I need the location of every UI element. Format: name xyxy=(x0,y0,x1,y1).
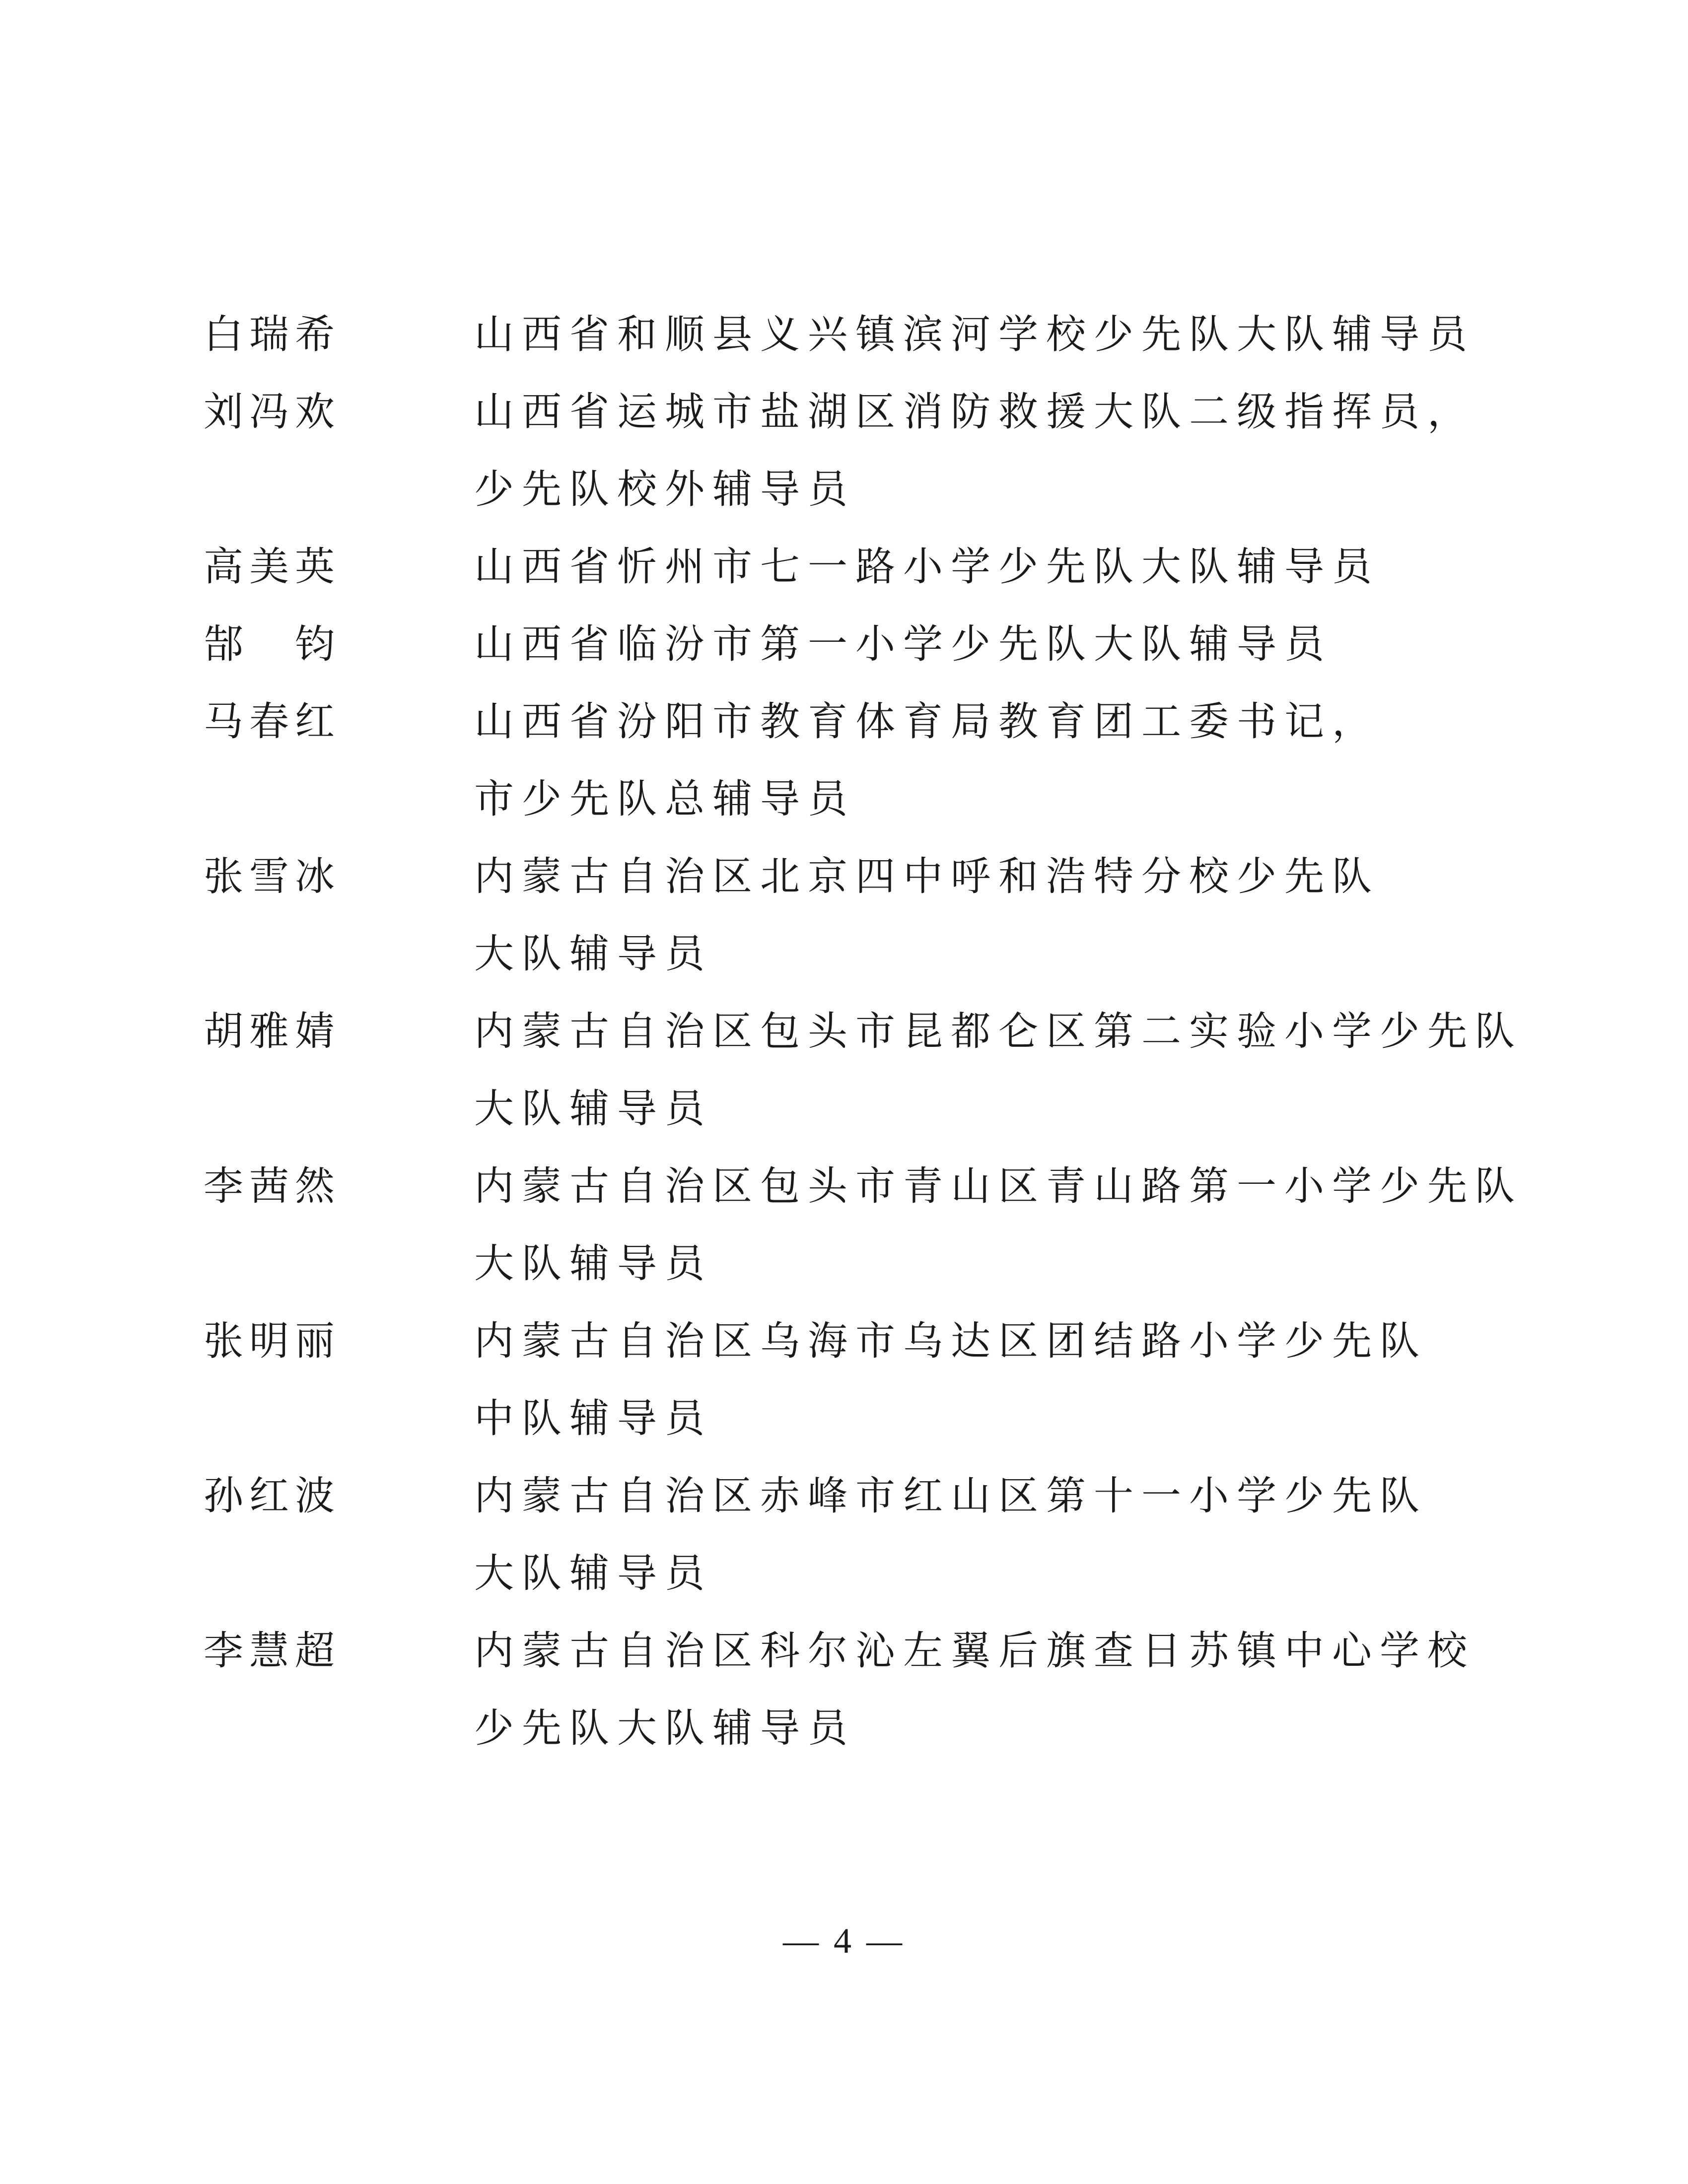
person-name: 李茜然 xyxy=(204,1163,341,1209)
description-line: 少先队校外辅导员 xyxy=(474,466,855,512)
person-description xyxy=(474,1302,1544,1457)
description-line: 内蒙古自治区科尔沁左翼后旗查日苏镇中心学校 xyxy=(474,1628,1475,1674)
list-item xyxy=(204,606,1544,683)
list-item xyxy=(204,1148,1544,1302)
description-line: 中队辅导员 xyxy=(474,1395,712,1441)
description-line: 山西省汾阳市教育体育局教育团工委书记， xyxy=(474,698,1380,745)
description-line: 大队辅导员 xyxy=(474,931,712,977)
list-item xyxy=(204,838,1544,993)
person-description xyxy=(474,528,1544,606)
description-line: 内蒙古自治区包头市青山区青山路第一小学少先队 xyxy=(474,1163,1523,1209)
person-name: 胡雅婧 xyxy=(204,1008,341,1054)
person-description xyxy=(474,296,1544,373)
description-line: 市少先队总辅导员 xyxy=(474,776,855,822)
description-line: 大队辅导员 xyxy=(474,1086,712,1132)
honoree-list xyxy=(204,296,1544,1767)
description-line: 山西省忻州市七一路小学少先队大队辅导员 xyxy=(474,544,1380,590)
page-number: — 4 — xyxy=(783,1921,905,1961)
description-line: 山西省临汾市第一小学少先队大队辅导员 xyxy=(474,621,1332,667)
description-line: 内蒙古自治区赤峰市红山区第十一小学少先队 xyxy=(474,1473,1427,1519)
person-description xyxy=(474,683,1544,838)
description-line: 少先队大队辅导员 xyxy=(474,1705,855,1751)
person-name: 李慧超 xyxy=(204,1628,341,1674)
person-name: 张明丽 xyxy=(204,1318,341,1364)
list-item xyxy=(204,683,1544,838)
list-item xyxy=(204,373,1544,528)
description-line: 山西省和顺县义兴镇滨河学校少先队大队辅导员 xyxy=(474,311,1475,357)
person-description xyxy=(474,993,1544,1148)
person-name: 孙红波 xyxy=(204,1473,341,1519)
person-description xyxy=(474,1612,1544,1767)
description-line: 大队辅导员 xyxy=(474,1240,712,1287)
person-name: 郜 钧 xyxy=(204,621,341,667)
person-name: 高美英 xyxy=(204,544,341,590)
person-description xyxy=(474,1148,1544,1302)
list-item xyxy=(204,1612,1544,1767)
person-name: 白瑞希 xyxy=(204,311,341,357)
list-item xyxy=(204,528,1544,606)
description-line: 山西省运城市盐湖区消防救援大队二级指挥员， xyxy=(474,389,1475,435)
person-description xyxy=(474,1457,1544,1612)
person-name: 张雪冰 xyxy=(204,853,341,899)
list-item xyxy=(204,1457,1544,1612)
person-description xyxy=(474,838,1544,993)
person-name: 马春红 xyxy=(204,698,341,745)
description-line: 大队辅导员 xyxy=(474,1550,712,1596)
list-item xyxy=(204,1302,1544,1457)
description-line: 内蒙古自治区包头市昆都仑区第二实验小学少先队 xyxy=(474,1008,1523,1054)
description-line: 内蒙古自治区北京四中呼和浩特分校少先队 xyxy=(474,853,1380,899)
person-description xyxy=(474,373,1544,528)
list-item xyxy=(204,993,1544,1148)
person-description xyxy=(474,606,1544,683)
list-item xyxy=(204,296,1544,373)
description-line: 内蒙古自治区乌海市乌达区团结路小学少先队 xyxy=(474,1318,1427,1364)
person-name: 刘冯欢 xyxy=(204,389,341,435)
